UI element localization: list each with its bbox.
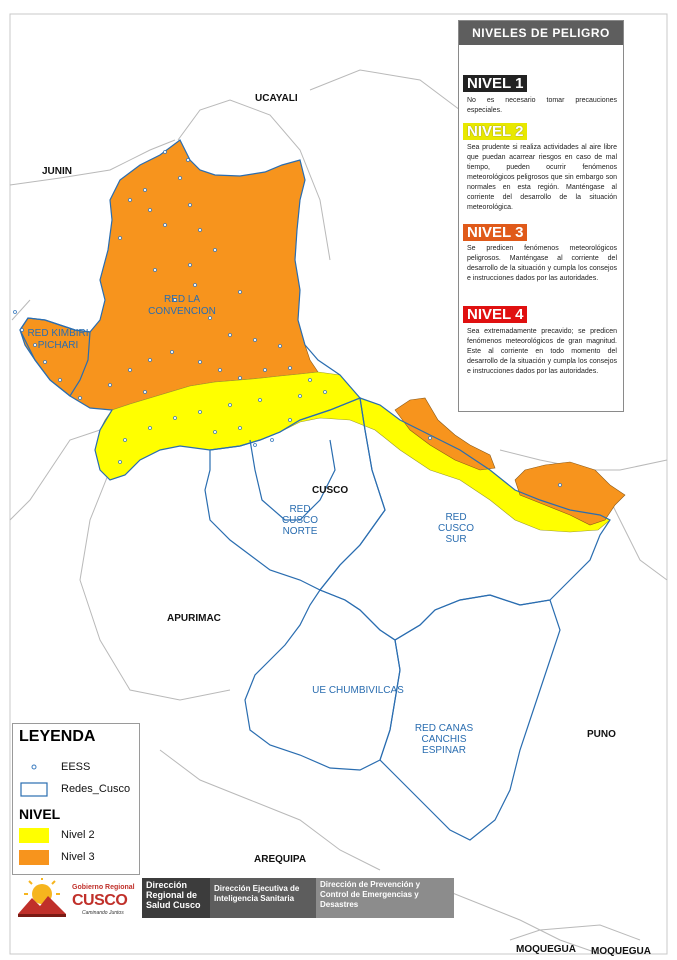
svg-text:CONVENCION: CONVENCION [148, 306, 216, 317]
footer-box-prevencion: Dirección de Prevención y Control de Emergencias y Desastres [316, 878, 454, 918]
region-moquegua-1: MOQUEGUA [516, 944, 576, 955]
svg-text:CANCHIS: CANCHIS [421, 734, 467, 745]
svg-text:NORTE: NORTE [282, 526, 318, 537]
legend-item-redes: Redes_Cusco [19, 782, 139, 798]
level-3-description: Se predicen fenómenos meteorológicos peligrosos. Manténgase al corriente del desarrollo de la situación y cumpla los consejos e instrucciones dados por las autoridades. [467, 245, 617, 282]
region-ucayali: UCAYALI [255, 93, 298, 104]
level-4-description: Sea extremadamente precavido; se predicen fenómenos meteorológicos de gran magnitud. Este al corriente en todo momento del desarrollo de la situación y cumpla los consejos e instrucciones dados por las autoridades. [467, 328, 617, 375]
level-2-description: Sea prudente si realiza actividades al aire libre que puedan acarrear riesgos en caso de mal tiempo, pueden ocurrir fenómenos meteorológicos peligrosos que sin embargo son normales en esta región. Manténgase al corriente del desarrollo de la situación meteorológica. [467, 144, 617, 211]
level-1-description: No es necesario tomar precauciones especiales. [467, 97, 617, 114]
footer-logos [14, 878, 454, 918]
ue-chumbivilcas-outline [245, 590, 400, 770]
region-arequipa: AREQUIPA [254, 854, 307, 865]
region-apurimac: APURIMAC [167, 613, 221, 624]
cusco-emblem-icon [14, 878, 70, 918]
svg-text:RED: RED [289, 504, 311, 515]
level-2-heading: NIVEL 2 [463, 123, 527, 140]
eess-symbol-icon [19, 760, 49, 775]
legend-item-nivel3: Nivel 3 [19, 850, 129, 866]
legend-item-eess: EESS [19, 760, 129, 776]
logo-line2: CUSCO [72, 892, 128, 909]
legend-nivel-title: NIVEL [19, 806, 61, 822]
red-canas-outline [380, 595, 560, 840]
svg-text:SUR: SUR [445, 534, 467, 545]
redes-symbol-icon [19, 782, 49, 797]
region-puno: PUNO [587, 729, 616, 740]
network-label-cusco-sur [438, 512, 474, 545]
level-4-heading: NIVEL 4 [463, 306, 527, 323]
network-label-canas [415, 723, 474, 756]
logo-line3: Caminando Juntos [82, 910, 124, 916]
level-1-heading: NIVEL 1 [463, 75, 527, 92]
region-moquegua-2: MOQUEGUA [591, 946, 651, 957]
svg-text:RED LA: RED LA [163, 294, 201, 305]
danger-levels-panel [458, 20, 624, 412]
logo-line1: Gobierno Regional [72, 884, 135, 891]
nivel2-swatch [19, 828, 49, 843]
footer-box-inteligencia: Dirección Ejecutiva de Inteligencia Sanitaria [210, 878, 316, 918]
nivel3-swatch [19, 850, 49, 865]
nivel3-area-la-convencion [20, 140, 318, 410]
danger-levels-title: NIVELES DE PELIGRO [459, 21, 623, 45]
region-cusco: CUSCO [312, 485, 349, 496]
svg-text:CUSCO: CUSCO [281, 515, 319, 526]
svg-text:RED KIMBIRI: RED KIMBIRI [27, 328, 89, 339]
network-label-cusco-norte [282, 504, 318, 537]
svg-text:CUSCO: CUSCO [437, 523, 475, 534]
level-3-heading: NIVEL 3 [463, 224, 527, 241]
region-junin: JUNIN [42, 166, 73, 177]
svg-text:ESPINAR: ESPINAR [422, 745, 466, 756]
network-label-chumbivilcas: UE CHUMBIVILCAS [312, 685, 404, 696]
legend [12, 723, 140, 875]
gobierno-regional-logo [14, 878, 142, 918]
svg-text:RED: RED [445, 512, 467, 523]
svg-text:RED CANAS: RED CANAS [414, 723, 474, 734]
footer-box-diresa: Dirección Regional de Salud Cusco [142, 878, 210, 918]
svg-text:PICHARI: PICHARI [37, 340, 79, 351]
legend-title: LEYENDA [19, 728, 96, 745]
legend-item-nivel2: Nivel 2 [19, 828, 129, 844]
